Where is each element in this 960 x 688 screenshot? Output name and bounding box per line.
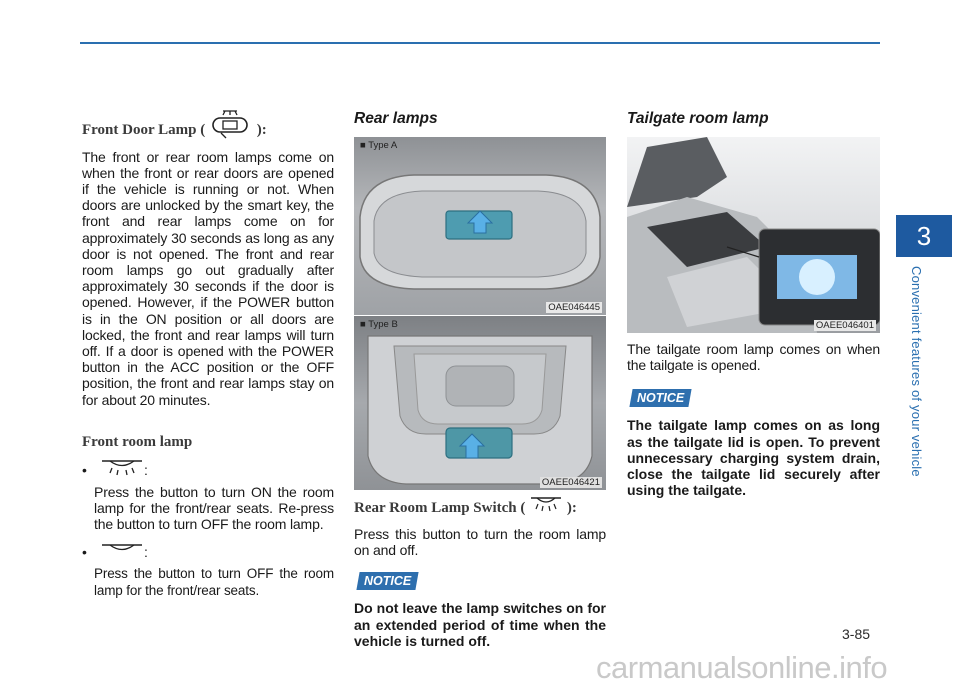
front-room-lamp-heading: Front room lamp	[82, 433, 193, 450]
tailgate-image	[627, 137, 880, 333]
bullet-on	[82, 462, 334, 533]
rear-room-lamp-switch-heading	[354, 498, 606, 518]
notice-label: NOTICE	[364, 574, 412, 589]
chapter-tab: 3	[896, 215, 952, 257]
bullet-off-icon-row	[94, 544, 334, 566]
rear-lamp-type-a-image	[354, 137, 606, 315]
bullet-off-text: Press the button to turn OFF the room lamp for the front/rear seats.	[94, 566, 334, 598]
rear-notice-text: Do not leave the lamp switches on for an extended period of time when the vehicle is turned off.	[354, 600, 606, 649]
notice-badge	[629, 389, 691, 407]
bullet-off	[82, 544, 334, 598]
room-lamp-on-icon	[100, 458, 144, 478]
front-door-lamp-paragraph: The front or rear room lamps come on when the front or rear doors are opened if the vehicle is running or not. When doors are unlocked by the smart key, the front and rear lamps come on for approximately 30 seconds as long as any door is not opened. The front and rear room lamps go out gradually after approximately 30 seconds if the door is opened. However, if the POWER button is in the ON position or all doors are locked, the front and rear lamps will turn off. If a door is opened with the POWER button in the ACC position or the OFF position, the front and rear lamps stay on for about 20 minutes.	[82, 148, 334, 408]
type-a-caption: OAE046445	[548, 302, 600, 313]
page-number: 3-85	[842, 626, 871, 642]
room-lamp-off-icon	[100, 542, 144, 556]
type-a-illustration	[354, 137, 606, 315]
type-b-label: ■ Type B	[360, 319, 398, 330]
column-middle	[354, 110, 606, 649]
tailgate-paragraph: The tailgate room lamp comes on when the tailgate is opened.	[627, 341, 880, 374]
notice-badge	[356, 572, 418, 590]
notice-block-tailgate	[627, 389, 880, 407]
heading-text-end: ):	[256, 122, 267, 138]
room-lamp-icon	[529, 501, 563, 517]
heading-text: Front Door Lamp (	[82, 122, 206, 138]
column-right	[627, 110, 880, 498]
type-b-caption: OAEE046421	[541, 477, 600, 488]
type-a-label: ■ Type A	[360, 140, 398, 151]
notice-block-rear	[354, 572, 606, 590]
type-b-illustration	[354, 316, 606, 490]
watermark: carmanualsonline.info	[596, 650, 888, 685]
front-door-lamp-heading	[82, 120, 334, 141]
tailgate-illustration	[627, 137, 880, 333]
tailgate-caption: OAEE046401	[815, 320, 874, 331]
tailgate-room-lamp-heading: Tailgate room lamp	[627, 110, 769, 127]
bullet-off-colon: :	[144, 544, 148, 561]
rear-lamps-heading: Rear lamps	[354, 110, 438, 127]
notice-label: NOTICE	[637, 391, 685, 406]
header-rule	[80, 42, 880, 44]
bullet-on-icon-row	[94, 462, 334, 484]
bullet-dot: •	[82, 461, 87, 478]
bullet-on-text: Press the button to turn ON the room lamp for the front/rear seats. Re-press the button to turn OFF the room lamp.	[94, 483, 334, 533]
rear-lamp-type-b-image	[354, 316, 606, 490]
rear-lamp-switch-paragraph: Press this button to turn the room lamp on and off.	[354, 526, 606, 559]
column-left	[82, 120, 334, 599]
bullet-on-colon: :	[144, 461, 148, 478]
subheading-text-end: ):	[566, 500, 577, 516]
subheading-text: Rear Room Lamp Switch (	[354, 500, 526, 516]
chapter-title: Convenient features of your vehicle	[909, 266, 924, 477]
bullet-dot: •	[82, 544, 87, 561]
tailgate-notice-text: The tailgate lamp comes on as long as the tailgate lid is open. To prevent unnecessary charging system drain, close the tailgate lid securely after using the tailgate.	[627, 417, 880, 499]
door-lamp-icon	[209, 121, 253, 141]
